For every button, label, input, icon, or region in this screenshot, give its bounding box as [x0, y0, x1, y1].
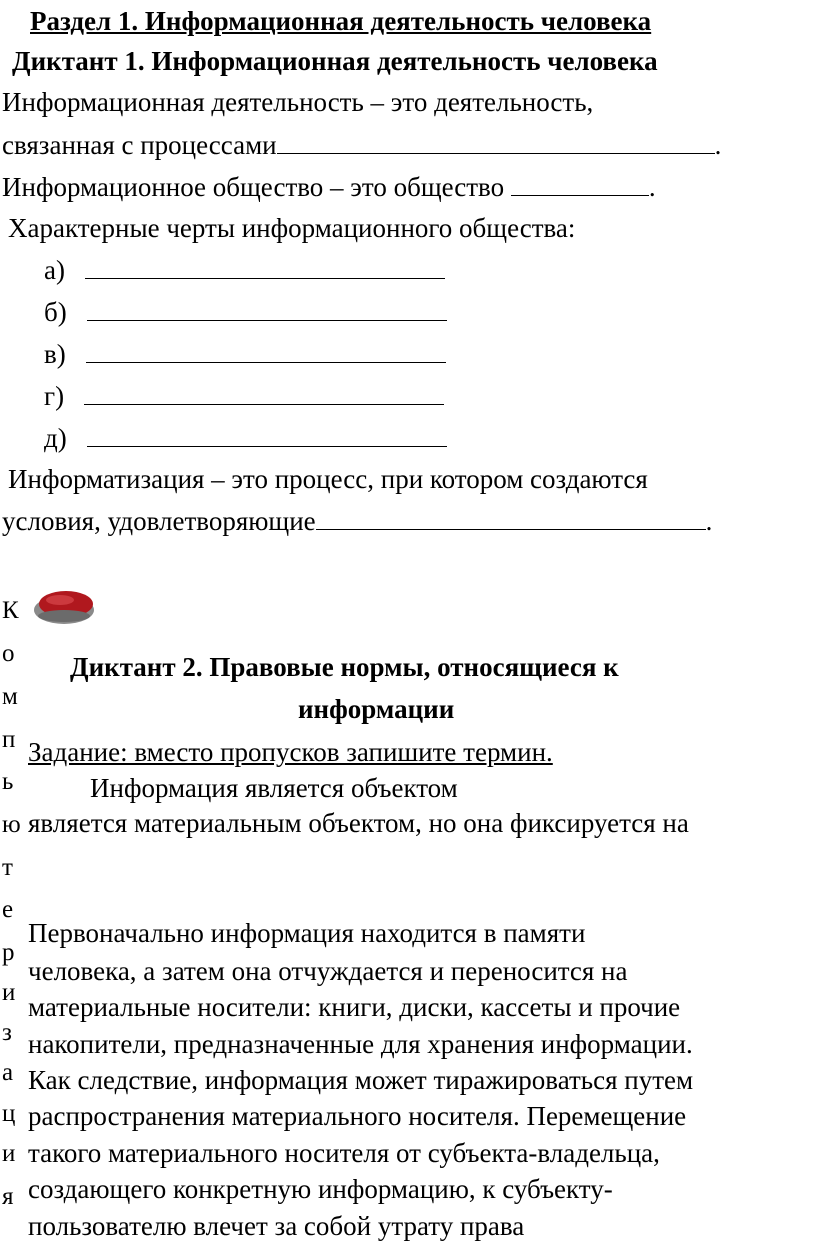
text-line: материальные носители: книги, диски, кассеты и прочие [28, 992, 681, 1022]
text-line: накопители, предназначенные для хранения информации. [28, 1029, 693, 1059]
vertical-letter: е [2, 896, 14, 923]
vertical-letter: и [2, 1140, 16, 1167]
text-line: создающего конкретную информацию, к субъекту- [28, 1174, 613, 1204]
list-item [44, 297, 447, 327]
list-item [44, 423, 447, 453]
text-line: Информатизация – это процесс, при котором создаются [8, 464, 648, 494]
text: связанная с процессами [2, 130, 277, 160]
vertical-letter: и [2, 979, 16, 1006]
text: . [648, 172, 656, 202]
text-line: является материальным объектом, но она фиксируется на [28, 808, 689, 838]
text: . [705, 506, 713, 536]
text: . [714, 130, 722, 160]
list-item [44, 339, 446, 369]
text-line [2, 130, 721, 160]
blank-line[interactable] [277, 131, 715, 154]
blank-line[interactable] [84, 382, 444, 405]
vertical-letter: К [2, 597, 19, 624]
dictation2-title-line1: Диктант 2. Правовые нормы, относящиеся к [70, 652, 619, 682]
item-label: д) [44, 423, 67, 453]
text-line: Первоначально информация находится в памяти [28, 918, 586, 948]
text: Информационное общество – это общество [2, 172, 505, 202]
vertical-letter: м [2, 683, 18, 710]
vertical-letter: я [2, 1183, 14, 1210]
text-line: Характерные черты информационного общества: [8, 213, 576, 243]
text-line: Информация является объектом [90, 773, 458, 803]
vertical-letter: а [2, 1059, 14, 1086]
vertical-letter: ц [2, 1100, 16, 1127]
vertical-letter: п [2, 726, 16, 753]
text: условия, удовлетворяющие [2, 506, 316, 536]
vertical-letter: р [2, 939, 15, 966]
item-label: б) [44, 297, 67, 327]
computer-mouse-icon [28, 586, 96, 626]
list-item [44, 381, 444, 411]
text-line: пользователю влечет за собой утрату права [28, 1211, 525, 1241]
item-label: г) [44, 381, 65, 411]
text-line: такого материального носителя от субъекта-владельца, [28, 1138, 660, 1168]
blank-line[interactable] [511, 173, 649, 196]
vertical-letter: з [2, 1019, 12, 1046]
section-title: Раздел 1. Информационная деятельность человека [30, 6, 652, 36]
item-label: а) [44, 255, 65, 285]
blank-line[interactable] [85, 256, 445, 279]
vertical-letter: ю [2, 811, 21, 838]
blank-line[interactable] [86, 340, 446, 363]
dictation1-title: Диктант 1. Информационная деятельность человека [12, 46, 658, 76]
vertical-letter: о [2, 640, 15, 667]
item-label: в) [44, 339, 66, 369]
text-line: Информационная деятельность – это деятельность, [2, 87, 594, 117]
text-line: человека, а затем она отчуждается и переносится на [28, 956, 628, 986]
dictation2-title-line2: информации [298, 694, 455, 724]
text-line: распространения материального носителя. Перемещение [28, 1101, 687, 1131]
vertical-letter: ь [2, 768, 14, 795]
blank-line[interactable] [316, 507, 706, 530]
blank-line[interactable] [87, 298, 447, 321]
vertical-letter: т [2, 854, 13, 881]
blank-line[interactable] [87, 424, 447, 447]
task-text: Задание: вместо пропусков запишите термин. [28, 737, 553, 767]
list-item [44, 255, 445, 285]
text-line [2, 506, 712, 536]
text-line [2, 172, 656, 202]
text-line: Как следствие, информация может тиражироваться путем [28, 1065, 694, 1095]
